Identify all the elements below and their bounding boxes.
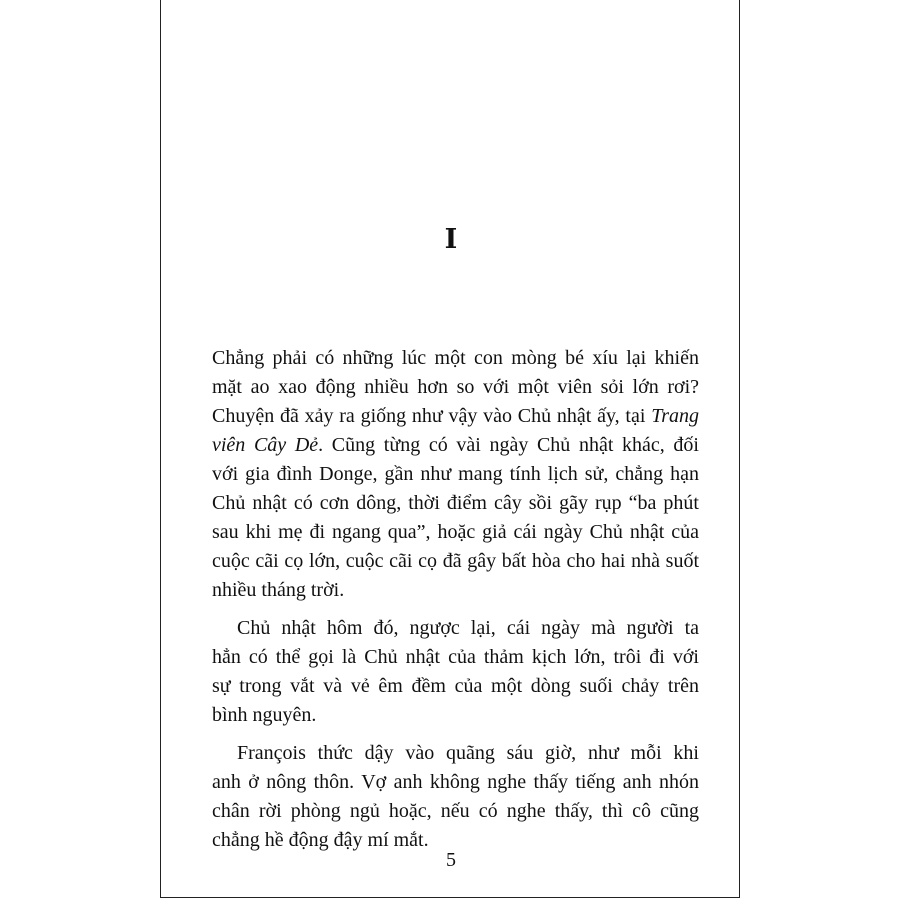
text-line: nhiều tháng trời.	[212, 579, 345, 601]
page-number: 5	[446, 849, 456, 871]
text-line: Chủ nhật có cơn dông, thời điểm cây sồi gãy rụp “ba phút	[212, 492, 699, 514]
text-line: mặt ao xao động nhiều hơn so với một viên sỏi lớn rơi?	[212, 376, 699, 398]
text-line: chân rời phòng ngủ hoặc, nếu có nghe thấy, thì cô cũng	[212, 800, 699, 822]
chapter-heading: I	[444, 224, 458, 255]
text-span: Chuyện đã xảy ra giống như vậy vào Chủ nhật ấy, tại	[212, 405, 652, 427]
text-line: bình nguyên.	[212, 704, 317, 726]
text-line: hẳn có thể gọi là Chủ nhật của thảm kịch lớn, trôi đi với	[212, 646, 699, 668]
italic-title-part: Trang	[651, 405, 699, 427]
text-line	[212, 431, 699, 460]
text-line: chẳng hề động đậy mí mắt.	[212, 829, 429, 851]
text-line: Chẳng phải có những lúc một con mòng bé xíu lại khiến	[212, 347, 699, 369]
text-span: . Cũng từng có vài ngày Chủ nhật khác, đối	[318, 434, 699, 456]
italic-title-part: viên Cây Dẻ	[212, 434, 319, 456]
text-line: với gia đình Donge, gần như mang tính lịch sử, chẳng hạn	[212, 463, 699, 485]
text-line: anh ở nông thôn. Vợ anh không nghe thấy tiếng anh nhón	[212, 771, 699, 793]
book-page	[160, 0, 740, 898]
text-line: sau khi mẹ đi ngang qua”, hoặc giả cái ngày Chủ nhật của	[212, 521, 699, 543]
text-line: sự trong vắt và vẻ êm đềm của một dòng suối chảy trên	[212, 675, 699, 697]
text-line: François thức dậy vào quãng sáu giờ, như mỗi khi	[237, 742, 699, 764]
text-line: cuộc cãi cọ lớn, cuộc cãi cọ đã gây bất hòa cho hai nhà suốt	[212, 550, 699, 572]
text-line	[212, 402, 699, 431]
text-line: Chủ nhật hôm đó, ngược lại, cái ngày mà người ta	[237, 617, 699, 639]
body-text	[212, 344, 699, 855]
